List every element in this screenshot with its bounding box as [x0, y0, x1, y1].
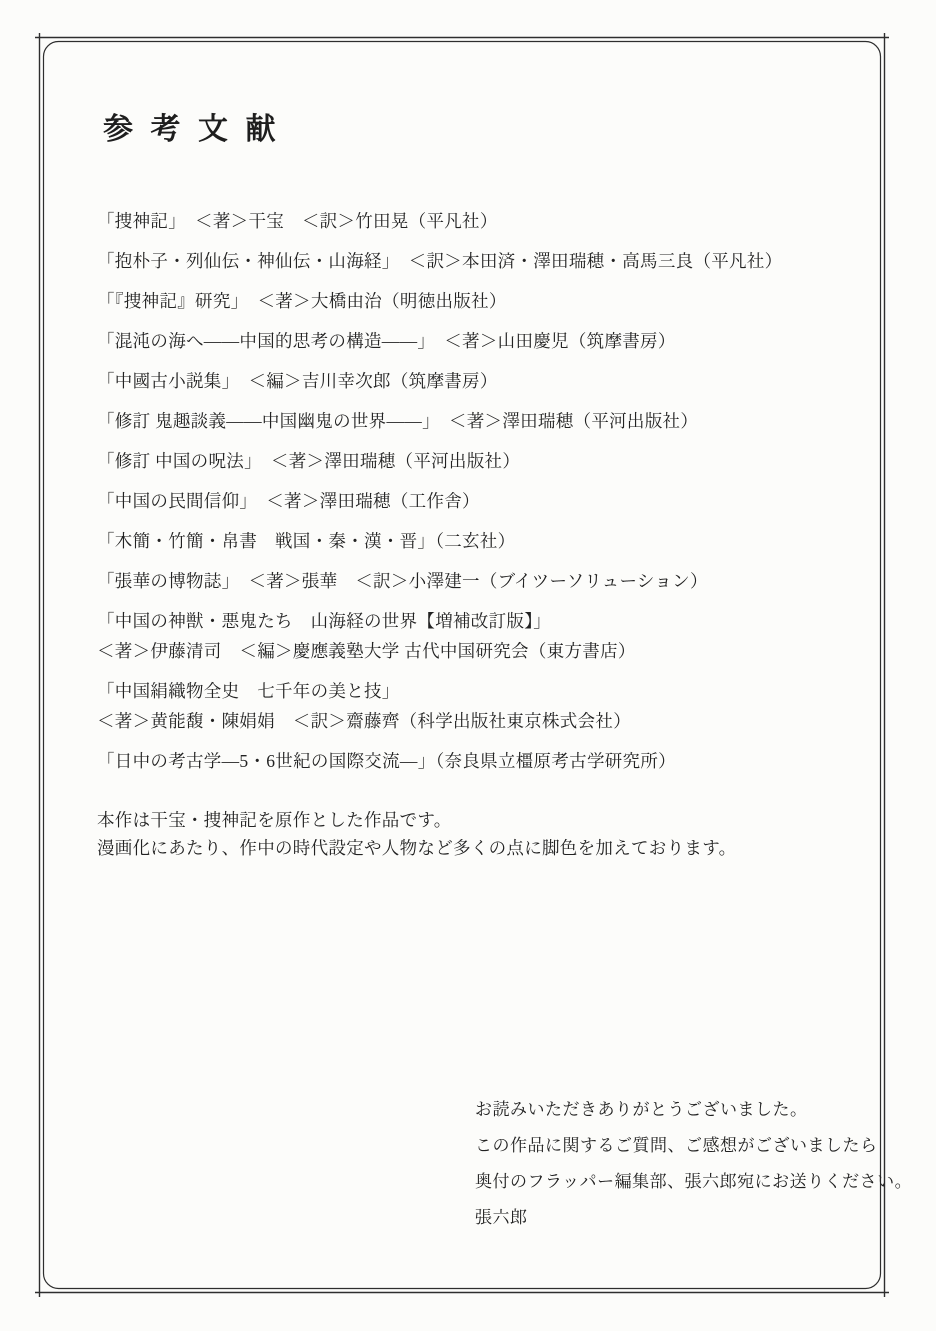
reference-line: 「修訂 中国の呪法」 ＜著＞澤田瑞穂（平河出版社） — [97, 451, 521, 471]
reference-entry — [97, 606, 857, 666]
closing-message — [475, 1092, 912, 1236]
reference-line: 「中国の民間信仰」 ＜著＞澤田瑞穂（工作舎） — [97, 491, 480, 511]
reference-line: 「混沌の海へ——中国的思考の構造——」 ＜著＞山田慶児（筑摩書房） — [97, 331, 676, 351]
page-title: 参 考 文 献 — [103, 113, 281, 146]
reference-entry — [97, 526, 857, 556]
reference-entry — [97, 326, 857, 356]
reference-line: 「捜神記」 ＜著＞干宝 ＜訳＞竹田晃（平凡社） — [97, 211, 498, 231]
note-line: 漫画化にあたり、作中の時代設定や人物など多くの点に脚色を加えております。 — [97, 838, 737, 858]
reference-entry — [97, 246, 857, 276]
reference-entry — [97, 286, 857, 316]
reference-entry — [97, 446, 857, 476]
reference-entry — [97, 406, 857, 436]
reference-entry — [97, 206, 857, 236]
reference-entry — [97, 486, 857, 516]
reference-line: ＜著＞黄能馥・陳娟娟 ＜訳＞齋藤齊（科学出版社東京株式会社） — [97, 711, 631, 731]
reference-line: 「修訂 鬼趣談義——中国幽鬼の世界——」 ＜著＞澤田瑞穂（平河出版社） — [97, 411, 699, 431]
closing-line: 奥付のフラッパー編集部、張六郎宛にお送りください。 — [475, 1172, 913, 1191]
closing-line: この作品に関するご質問、ご感想がございましたら — [475, 1136, 878, 1155]
reference-line: 「中國古小説集」 ＜編＞吉川幸次郎（筑摩書房） — [97, 371, 498, 391]
reference-line: 「中国絹織物全史 七千年の美と技」 — [97, 681, 400, 701]
reference-line: 「中国の神獣・悪鬼たち 山海経の世界【増補改訂版】」 — [97, 611, 552, 631]
reference-line: 「日中の考古学―5・6世紀の国際交流―」（奈良県立橿原考古学研究所） — [97, 751, 676, 771]
reference-line: ＜著＞伊藤清司 ＜編＞慶應義塾大学 古代中国研究会（東方書店） — [97, 641, 636, 661]
reference-line: 「抱朴子・列仙伝・神仙伝・山海経」 ＜訳＞本田済・澤田瑞穂・高馬三良（平凡社） — [97, 251, 783, 271]
note-line: 本作は干宝・捜神記を原作とした作品です。 — [97, 810, 452, 830]
page-content — [97, 110, 857, 862]
adaptation-note — [97, 806, 857, 862]
closing-line: お読みいただきありがとうございました。 — [475, 1100, 808, 1119]
reference-list — [97, 206, 857, 776]
reference-entry — [97, 676, 857, 736]
reference-line: 「木簡・竹簡・帛書 戦国・秦・漢・晋」（二玄社） — [97, 531, 516, 551]
reference-entry — [97, 746, 857, 776]
reference-entry — [97, 366, 857, 396]
reference-line: 「張華の博物誌」 ＜著＞張華 ＜訳＞小澤建一（ブイツーソリューション） — [97, 571, 708, 591]
closing-line: 張六郎 — [475, 1208, 528, 1227]
reference-entry — [97, 566, 857, 596]
reference-line: 「『捜神記』研究」 ＜著＞大橋由治（明徳出版社） — [97, 291, 507, 311]
